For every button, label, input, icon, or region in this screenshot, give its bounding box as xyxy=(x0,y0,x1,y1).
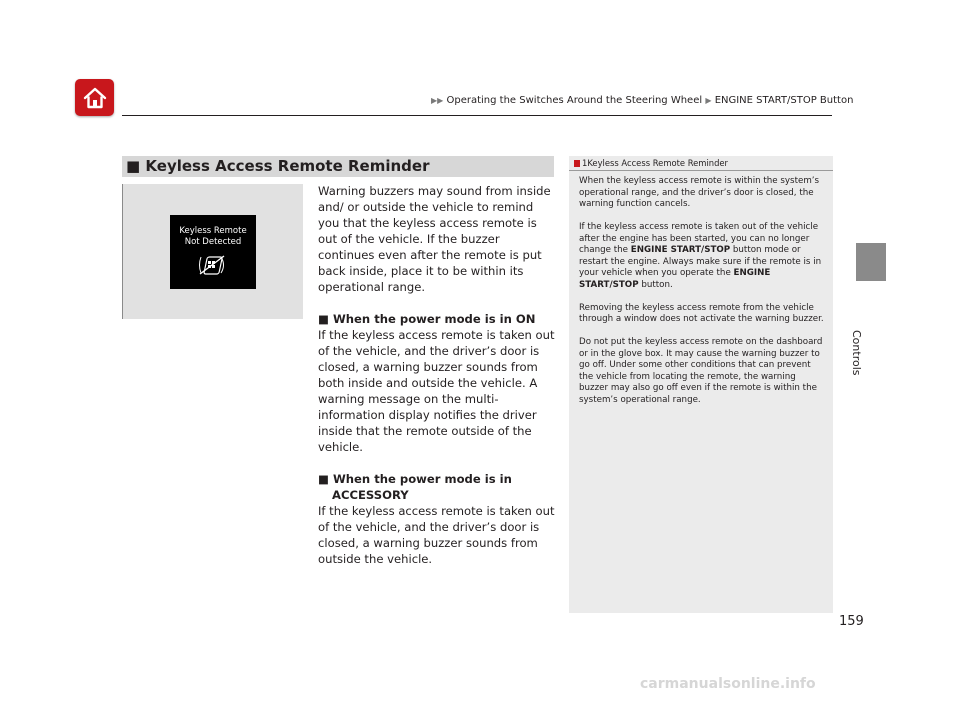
chapter-tab-label[interactable]: Controls xyxy=(850,330,863,376)
section-bullet: ■ xyxy=(126,157,141,175)
reference-number: 1 xyxy=(582,158,588,168)
display-message-line2: Not Detected xyxy=(184,237,242,247)
body-text xyxy=(318,183,558,567)
side-note-title: Keyless Access Remote Reminder xyxy=(587,158,729,168)
chapter-tab-marker[interactable] xyxy=(856,243,886,281)
side-note-body xyxy=(579,176,827,418)
header-rule xyxy=(122,115,832,116)
triangle-right-icon: ▶▶ xyxy=(431,96,444,105)
power-accessory-paragraph: If the keyless access remote is taken out of the vehicle, and the driver’s door is closed, a warning buzzer sounds from outside the vehicle. xyxy=(318,504,555,566)
power-on-paragraph: If the keyless access remote is taken out of the vehicle, and the driver’s door is closed, a warning buzzer sounds from both inside and outside the vehicle. A warning message on the multi-information display notifies the driver inside that the remote outside of the vehicle. xyxy=(318,328,555,454)
intro-paragraph: Warning buzzers may sound from inside and/ or outside the vehicle to remind you that the keyless access remote is out of the vehicle. If the buzzer continues even after the remote is put back inside, place it to be within its operational range. xyxy=(318,184,551,294)
note-paragraph-2: If the keyless access remote is taken out of the vehicle after the engine has been started, you can no longer change the ENGINE START/STOP button mode or restart the engine. Always make sure if the remote is in your vehicle when you operate the ENGINE START/STOP button. xyxy=(579,222,822,290)
reference-number-marker xyxy=(574,160,580,167)
note-paragraph-4: Do not put the keyless access remote on the dashboard or in the glove box. It may cause the warning buzzer to go off. Under some other conditions that can prevent the vehicle from locating the remote, the warning buzzer may also go off even if the remote is within the system’s operational range. xyxy=(579,337,823,405)
page-number: 159 xyxy=(839,614,864,629)
multi-info-display-screen xyxy=(170,215,256,289)
side-note-rule xyxy=(569,170,833,171)
breadcrumb-link-engine-button[interactable]: ENGINE START/STOP Button xyxy=(714,95,854,106)
home-button[interactable] xyxy=(75,79,114,116)
subheading-power-accessory: ■ When the power mode is in ACCESSORY xyxy=(318,472,512,502)
note-paragraph-3: Removing the keyless access remote from the vehicle through a window does not activate the warning buzzer. xyxy=(579,302,824,324)
display-message-line1: Keyless Remote xyxy=(179,226,247,236)
triangle-right-icon: ▶ xyxy=(705,96,712,105)
keyless-remote-icon xyxy=(197,254,229,276)
breadcrumb-link-switches[interactable]: Operating the Switches Around the Steering Wheel xyxy=(446,95,703,106)
home-icon xyxy=(82,86,108,110)
section-title-text: Keyless Access Remote Reminder xyxy=(145,157,430,175)
breadcrumb xyxy=(431,95,853,106)
watermark: carmanualsonline.info xyxy=(640,676,816,692)
note-paragraph-1: When the keyless access remote is within the system’s operational range, and the driver’s door is closed, the warning function cancels. xyxy=(579,176,820,209)
section-title xyxy=(122,156,554,177)
subheading-power-on: ■ When the power mode is in ON xyxy=(318,312,536,326)
side-note-header xyxy=(574,158,728,168)
